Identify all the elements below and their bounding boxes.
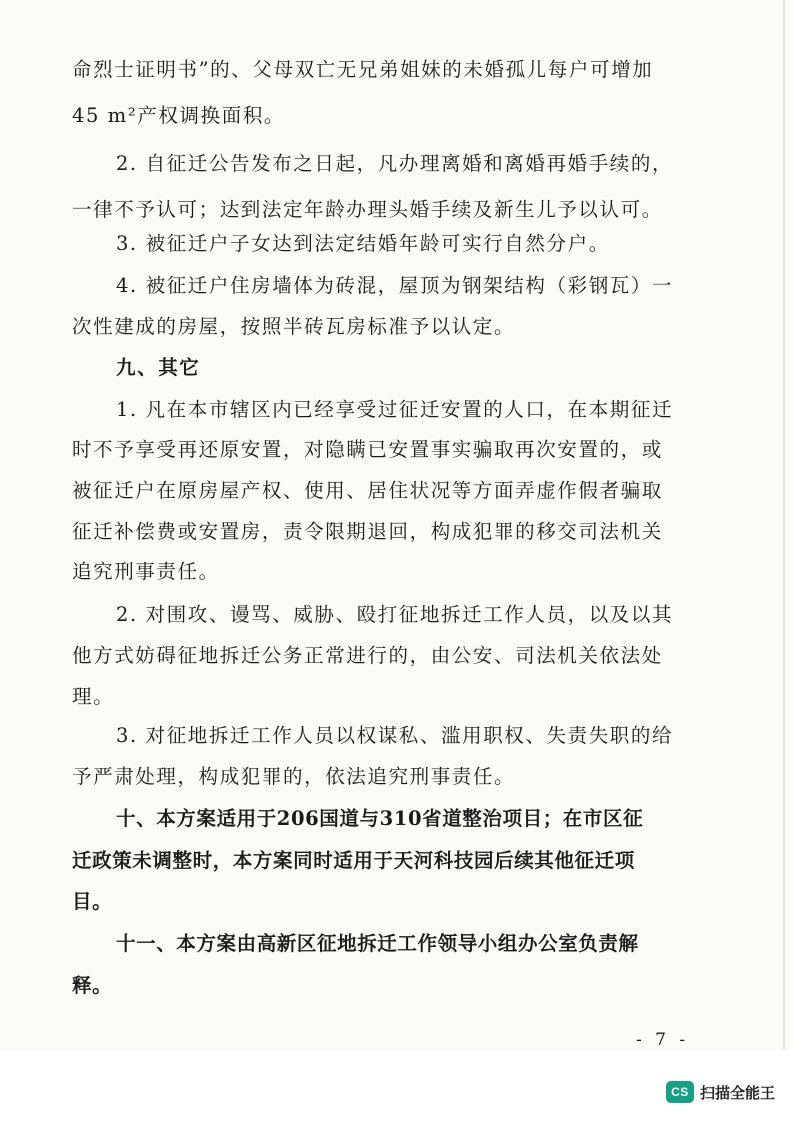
text-line: 1. 凡在本市辖区内已经享受过征迁安置的人口，在本期征迁 xyxy=(116,398,674,421)
text-line: 次性建成的房屋，按照半砖瓦房标准予以认定。 xyxy=(72,315,516,338)
watermark-app-name: 扫描全能王 xyxy=(699,1084,775,1102)
text-line: 十一、本方案由高新区征地拆迁工作领导小组办公室负责解 xyxy=(116,932,639,955)
text-line: 理。 xyxy=(72,685,115,708)
text-line: 予严肃处理，构成犯罪的，依法追究刑事责任。 xyxy=(72,765,516,788)
text-line: 迁政策未调整时，本方案同时适用于天河科技园后续其他征迁项 xyxy=(72,849,635,872)
text-line: 45 m²产权调换面积。 xyxy=(72,104,286,127)
page-number: - 7 - xyxy=(636,1030,690,1050)
scan-edge xyxy=(783,0,785,1050)
text-line: 一律不予认可；达到法定年龄办理头婚手续及新生儿予以认可。 xyxy=(72,198,663,221)
text-line: 释。 xyxy=(72,974,113,997)
text-line: 2. 自征迁公告发布之日起，凡办理离婚和离婚再婚手续的， xyxy=(116,152,674,175)
text-line: 3. 对征地拆迁工作人员以权谋私、滥用职权、失责失职的给 xyxy=(116,724,674,747)
text-line: 2. 对围攻、谩骂、威胁、殴打征地拆迁工作人员，以及以其 xyxy=(116,603,674,626)
text-line: 征迁补偿费或安置房，责令限期退回，构成犯罪的移交司法机关 xyxy=(72,520,663,543)
camscanner-logo-icon: CS xyxy=(666,1081,694,1103)
text-line: 被征迁户在原房屋产权、使用、居住状况等方面弄虚作假者骗取 xyxy=(72,479,663,502)
text-line: 4. 被征迁户住房墙体为砖混，屋顶为钢架结构（彩钢瓦）一 xyxy=(116,274,674,297)
text-line: 追究刑事责任。 xyxy=(72,560,220,583)
text-line: 他方式妨碍征地拆迁公务正常进行的，由公安、司法机关依法处 xyxy=(72,644,663,667)
scanner-watermark xyxy=(666,1081,775,1103)
text-line: 目。 xyxy=(72,890,113,913)
text-line: 命烈士证明书”的、父母双亡无兄弟姐妹的未婚孤儿每户可增加 xyxy=(72,58,654,81)
text-line: 3. 被征迁户子女达到法定结婚年龄可实行自然分户。 xyxy=(116,232,610,255)
text-line: 十、本方案适用于206国道与310省道整治项目；在市区征 xyxy=(116,807,644,830)
section-heading: 九、其它 xyxy=(116,356,201,379)
text-line: 时不予享受再还原安置，对隐瞒已安置事实骗取再次安置的，或 xyxy=(72,438,663,461)
